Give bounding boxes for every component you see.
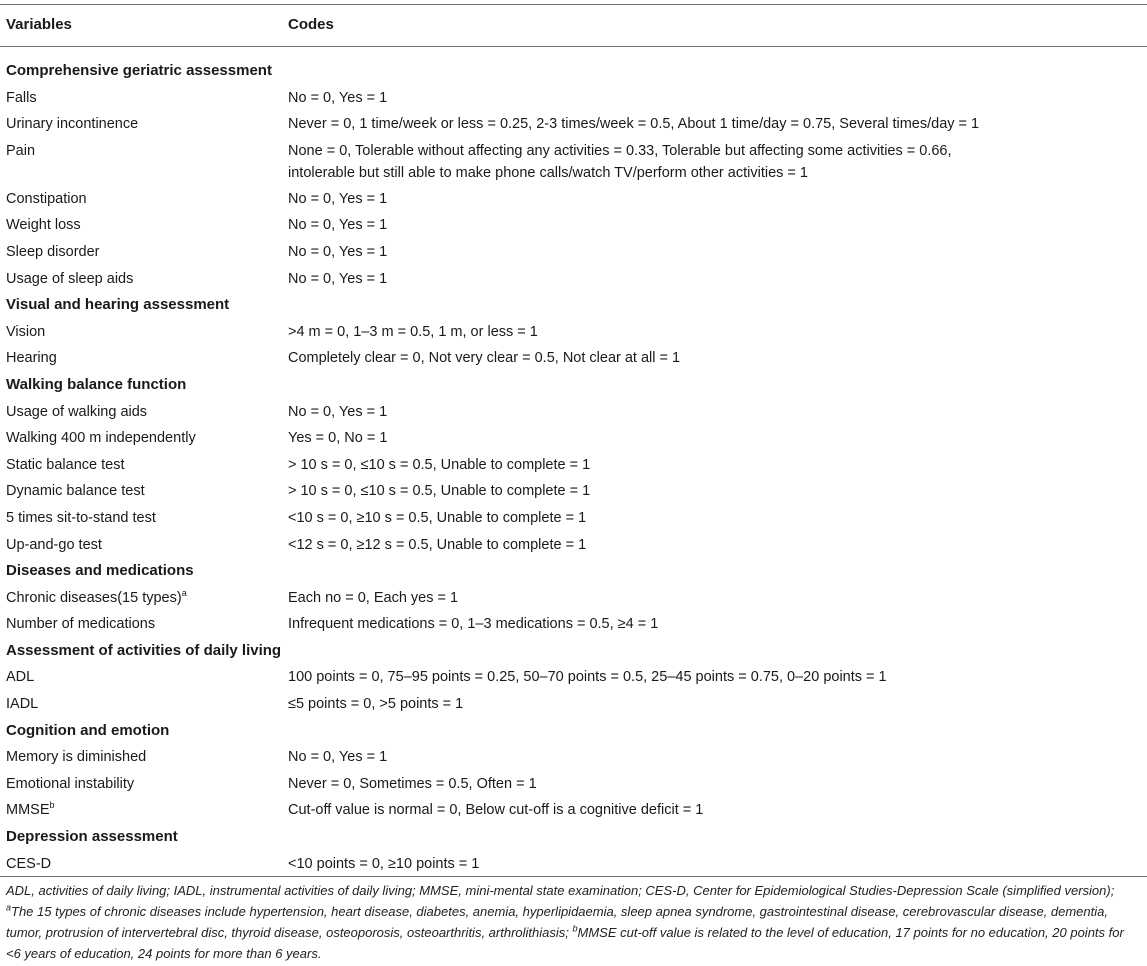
variable-text: CES-D <box>6 855 52 872</box>
section-header-row <box>0 58 1147 85</box>
code-line: intolerable but still able to make phone calls/watch TV/perform other activities = 1 <box>288 164 808 181</box>
variable-text: 5 times sit-to-stand test <box>6 509 156 526</box>
code-cell: > 10 s = 0, ≤10 s = 0.5, Unable to complete = 1 <box>288 456 591 473</box>
code-cell: 100 points = 0, 75–95 points = 0.25, 50–70 points = 0.5, 25–45 points = 0.75, 0–20 points = 1 <box>288 669 887 686</box>
variable-cell <box>6 587 281 609</box>
code-cell: Completely clear = 0, Not very clear = 0.5, Not clear at all = 1 <box>288 350 681 367</box>
variable-text: Number of medications <box>6 616 156 633</box>
code-cell: No = 0, Yes = 1 <box>288 190 388 207</box>
variable-text: Walking 400 m independently <box>6 430 196 447</box>
code-cell: >4 m = 0, 1–3 m = 0.5, 1 m, or less = 1 <box>288 323 538 340</box>
table-row <box>0 452 1147 479</box>
variable-text: Dynamic balance test <box>6 483 145 500</box>
table-row <box>0 797 1147 824</box>
section-title: Assessment of activities of daily living <box>6 641 282 659</box>
table-row <box>0 239 1147 266</box>
table-row <box>0 585 1147 612</box>
variable-text: Constipation <box>6 190 87 207</box>
code-cell: <10 s = 0, ≥10 s = 0.5, Unable to complete = 1 <box>288 509 587 526</box>
variable-text: Vision <box>6 323 46 340</box>
variable-cell <box>6 773 281 795</box>
code-cell: Never = 0, Sometimes = 0.5, Often = 1 <box>288 775 537 792</box>
variable-cell <box>6 140 281 162</box>
section-title: Visual and hearing assessment <box>6 296 230 314</box>
code-line: None = 0, Tolerable without affecting any activities = 0.33, Tolerable but affecting some activities = 0.66, <box>288 142 952 159</box>
code-cell: No = 0, Yes = 1 <box>288 403 388 420</box>
variable-cell <box>6 454 281 476</box>
code-cell: Each no = 0, Each yes = 1 <box>288 589 459 606</box>
variable-cell <box>6 113 281 135</box>
code-cell <box>288 138 1147 184</box>
variable-text: Usage of walking aids <box>6 403 148 420</box>
code-cell: ≤5 points = 0, >5 points = 1 <box>288 696 464 713</box>
table-row <box>0 85 1147 112</box>
code-cell: Never = 0, 1 time/week or less = 0.25, 2-3 times/week = 0.5, About 1 time/day = 0.75, Several times/day = 1 <box>288 116 980 133</box>
footnote-abbreviations: ADL, activities of daily living; IADL, instrumental activities of daily living; MMSE, mini-mental state examination; CES-D, Center for Epidemiological Studies-Depression Scale (simplified version); <box>6 883 1115 898</box>
footnote-marker: a <box>181 587 187 598</box>
variable-cell <box>6 87 281 109</box>
table-row <box>0 111 1147 138</box>
code-cell: <12 s = 0, ≥12 s = 0.5, Unable to complete = 1 <box>288 536 587 553</box>
section-title: Cognition and emotion <box>6 721 170 739</box>
variable-text: Hearing <box>6 350 57 367</box>
code-cell: No = 0, Yes = 1 <box>288 89 388 106</box>
footnote-a: The 15 types of chronic diseases include hypertension, heart disease, diabetes, anemia, hyperlipidaemia, sleep apnea syndrome, gastrointestinal disease, cerebrovascular disease, dementia, tumor, protrusion of intervertebral disc, thyroid disease, osteoporosis, osteoarthritis, arthrolithiasis; <box>6 904 1108 940</box>
variable-cell <box>6 613 281 635</box>
variable-cell <box>6 214 281 236</box>
section-header-row <box>0 292 1147 319</box>
section-header-row <box>0 824 1147 851</box>
variable-text: Up-and-go test <box>6 536 102 553</box>
table-header-rule <box>0 46 1147 47</box>
footnote-marker: b <box>49 800 55 811</box>
variable-text: ADL <box>6 669 35 686</box>
table-row <box>0 138 1147 186</box>
section-title: Depression assessment <box>6 828 178 846</box>
variable-text: IADL <box>6 696 39 713</box>
table-row <box>0 399 1147 426</box>
code-cell: No = 0, Yes = 1 <box>288 270 388 287</box>
variable-text: Weight loss <box>6 217 81 234</box>
footnote-b: MMSE cut-off value is related to the level of education, 17 points for no education, 20 points for <6 years of education, 24 points for more than 6 years. <box>6 925 1124 961</box>
variable-text: MMSE <box>6 802 50 819</box>
section-header-row <box>0 372 1147 399</box>
table-row <box>0 319 1147 346</box>
variable-text: Memory is diminished <box>6 749 147 766</box>
variable-cell <box>6 241 281 263</box>
variable-cell <box>6 666 281 688</box>
variable-cell <box>6 853 281 875</box>
variable-cell <box>6 693 281 715</box>
table-row <box>0 478 1147 505</box>
variable-text: Pain <box>6 142 36 159</box>
table-row <box>0 266 1147 293</box>
table-row <box>0 851 1147 878</box>
code-cell: <10 points = 0, ≥10 points = 1 <box>288 855 480 872</box>
variable-text: Chronic diseases(15 types) <box>6 589 182 606</box>
footnote-mark-b: b <box>572 923 578 934</box>
table-row <box>0 744 1147 771</box>
section-title: Walking balance function <box>6 375 187 393</box>
header-codes: Codes <box>288 16 334 33</box>
variable-cell <box>6 534 281 556</box>
variable-text: Static balance test <box>6 456 125 473</box>
table-footnote <box>6 880 1141 964</box>
table-header <box>0 12 1147 38</box>
table-top-rule <box>0 4 1147 5</box>
code-cell: Yes = 0, No = 1 <box>288 430 388 447</box>
table-row <box>0 771 1147 798</box>
variable-cell <box>6 746 281 768</box>
section-header-row <box>0 638 1147 665</box>
variable-text: Usage of sleep aids <box>6 270 134 287</box>
variable-text: Emotional instability <box>6 775 135 792</box>
variable-text: Sleep disorder <box>6 243 100 260</box>
table-row <box>0 212 1147 239</box>
table-row <box>0 611 1147 638</box>
variable-cell <box>6 347 281 369</box>
code-cell: No = 0, Yes = 1 <box>288 217 388 234</box>
table-body <box>0 58 1147 877</box>
table-row <box>0 186 1147 213</box>
section-title: Comprehensive geriatric assessment <box>6 62 272 79</box>
variable-cell <box>6 427 281 449</box>
section-title: Diseases and medications <box>6 562 194 580</box>
section-header-row <box>0 718 1147 745</box>
table-row <box>0 664 1147 691</box>
variable-cell <box>6 401 281 423</box>
section-header-row <box>0 558 1147 585</box>
variable-cell <box>6 799 281 821</box>
table-row <box>0 691 1147 718</box>
table-row <box>0 532 1147 559</box>
table-row <box>0 345 1147 372</box>
table-row <box>0 505 1147 532</box>
code-cell: No = 0, Yes = 1 <box>288 243 388 260</box>
variable-cell <box>6 188 281 210</box>
variable-text: Urinary incontinence <box>6 116 139 133</box>
header-variables: Variables <box>6 16 72 33</box>
table-bottom-rule <box>0 876 1147 877</box>
variable-cell <box>6 507 281 529</box>
code-cell: Infrequent medications = 0, 1–3 medications = 0.5, ≥4 = 1 <box>288 616 659 633</box>
code-cell: > 10 s = 0, ≤10 s = 0.5, Unable to complete = 1 <box>288 483 591 500</box>
variable-cell <box>6 480 281 502</box>
code-cell: No = 0, Yes = 1 <box>288 749 388 766</box>
table-row <box>0 425 1147 452</box>
footnote-mark-a: a <box>6 902 12 913</box>
variable-cell <box>6 321 281 343</box>
code-cell: Cut-off value is normal = 0, Below cut-off is a cognitive deficit = 1 <box>288 802 704 819</box>
variable-text: Falls <box>6 89 37 106</box>
variable-cell <box>6 268 281 290</box>
